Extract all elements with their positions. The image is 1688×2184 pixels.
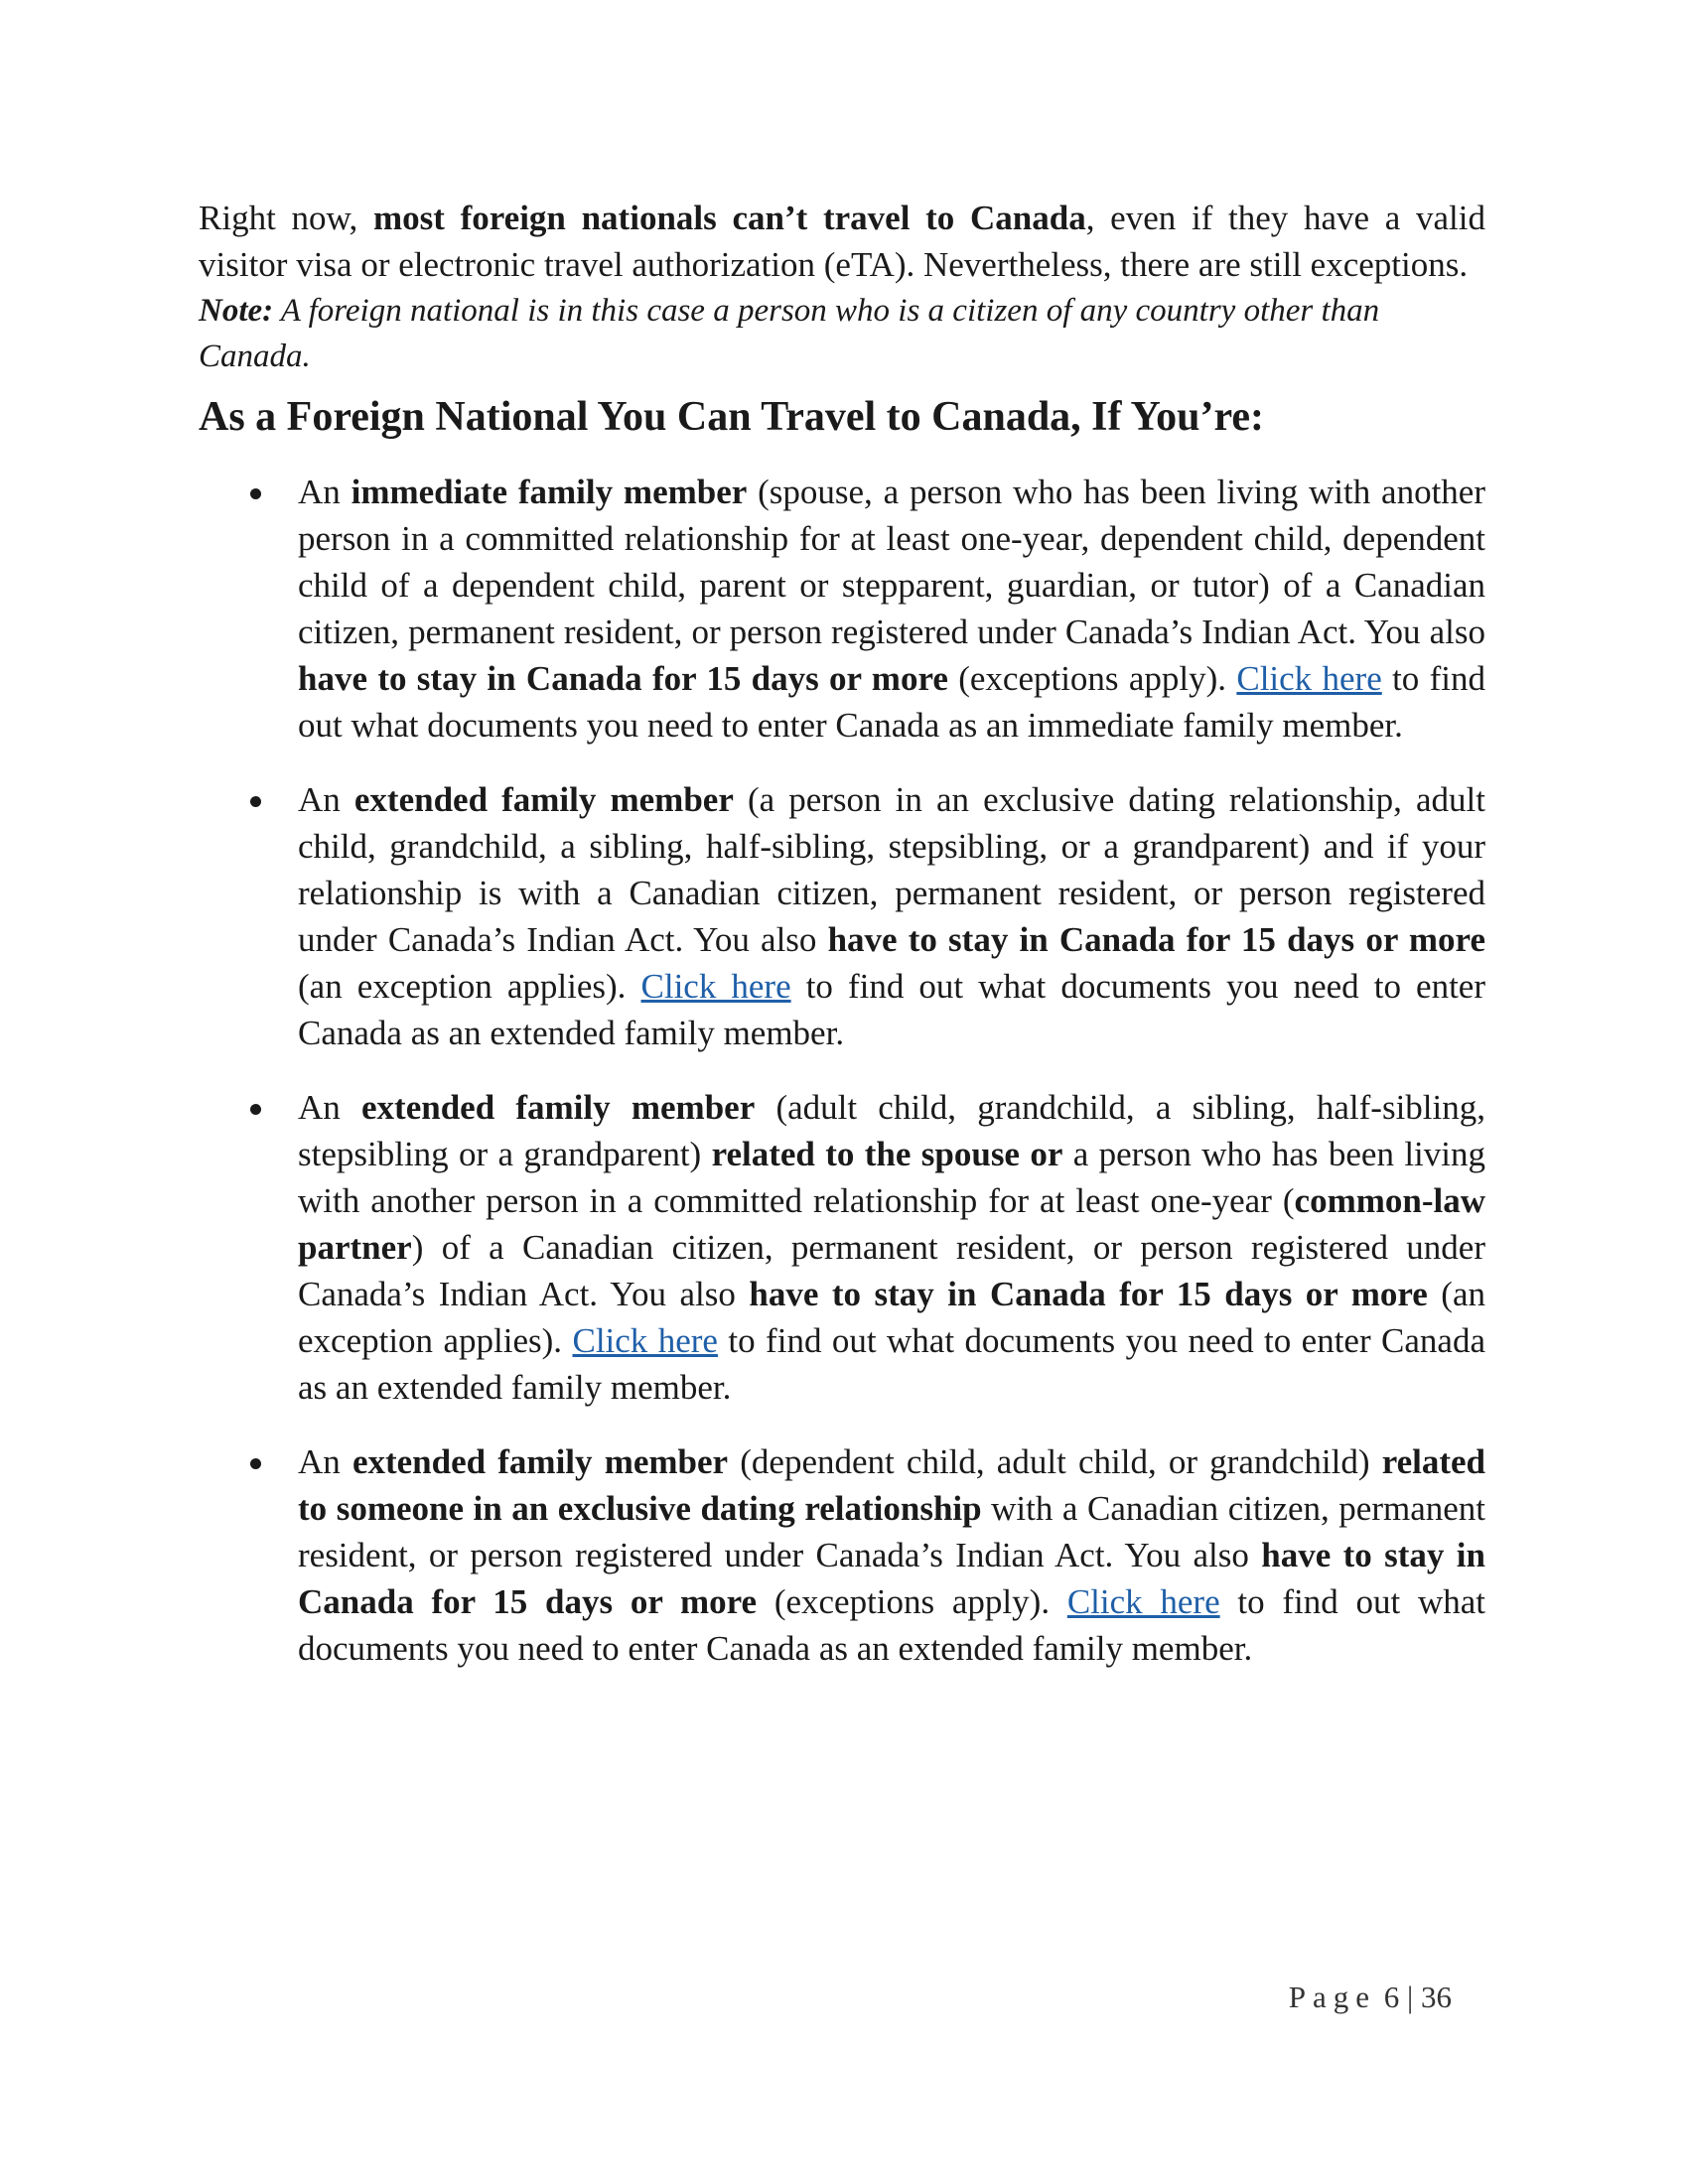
text: (an exception applies). (298, 967, 641, 1006)
bold-text: have to stay in Canada for 15 days or more (827, 920, 1485, 959)
list-item (199, 1084, 1485, 1411)
page-separator: | (1407, 1979, 1414, 2014)
text: ) of a Canadian citizen, permanent resident, or person registered under Canada’s Indian Act. You also (298, 1228, 1485, 1313)
note-label: Note: (199, 293, 274, 329)
text: to find out what documents you need to enter Canada as an extended family member. (298, 1321, 1485, 1407)
note-paragraph (199, 288, 1485, 379)
bullet-icon (250, 1104, 261, 1115)
text: (exceptions apply). (947, 659, 1237, 698)
text: (an exception applies). (298, 1275, 1485, 1360)
list-item-text (298, 1438, 1485, 1672)
click-here-link[interactable]: Click here (1066, 1582, 1220, 1621)
page-footer (1289, 1978, 1452, 2017)
bold-text: common-law partner (298, 1181, 1485, 1267)
intro-paragraph (199, 195, 1485, 288)
text: An (298, 473, 352, 511)
bullet-icon (250, 796, 261, 807)
bold-text: have to stay in Canada for 15 days or more (749, 1275, 1428, 1313)
list-item-text (298, 469, 1485, 749)
text: with a Canadian citizen, permanent resident, or person registered under Canada’s Indian Act. You also (298, 1489, 1485, 1574)
text: to find out what documents you need to enter Canada as an extended family member. (298, 967, 1485, 1052)
bold-text: related to the spouse or (711, 1135, 1063, 1173)
bold-text: immediate family member (351, 473, 748, 511)
text: An (298, 780, 354, 819)
click-here-link[interactable]: Click here (640, 967, 791, 1006)
text: (exceptions apply). (757, 1582, 1067, 1621)
bold-text: have to stay in Canada for 15 days or more (298, 1536, 1485, 1621)
section-heading: As a Foreign National You Can Travel to Canada, If You’re: (199, 394, 1264, 440)
note-text: A foreign national is in this case a person who is a citizen of any country other than Canada. (199, 293, 1380, 374)
eligibility-list (199, 469, 1485, 1672)
text: An (298, 1088, 361, 1127)
text: (a person in an exclusive dating relationship, adult child, grandchild, a sibling, half-sibling, stepsibling, or a grandparent) and if your relationship is with a Canadian citizen, permanent resident, or person registered under Canada’s Indian Act. You also (298, 780, 1485, 959)
intro-text: , even if they have a valid visitor visa or electronic travel authorization (eTA). Nevertheless, there are still exceptions. (199, 199, 1485, 284)
click-here-link[interactable]: Click here (1236, 659, 1382, 698)
bold-text: have to stay in Canada for 15 days or more (298, 659, 948, 698)
list-item (199, 776, 1485, 1056)
text: (dependent child, adult child, or grandchild) (728, 1442, 1382, 1481)
bullet-icon (250, 488, 261, 499)
bold-text: extended family member (352, 1442, 729, 1481)
text: to find out what documents you need to enter Canada as an extended family member. (298, 1582, 1485, 1668)
click-here-link[interactable]: Click here (572, 1321, 718, 1360)
text: (adult child, grandchild, a sibling, half-sibling, stepsibling or a grandparent) (298, 1088, 1486, 1173)
list-item (199, 1438, 1485, 1672)
intro-text: Right now, (199, 199, 373, 237)
text: to find out what documents you need to enter Canada as an immediate family member. (298, 659, 1486, 745)
page-content (199, 195, 1485, 1700)
bold-text: extended family member (361, 1088, 756, 1127)
bullet-icon (250, 1458, 261, 1469)
text: An (298, 1442, 352, 1481)
page-label: Page (1288, 1979, 1377, 2014)
intro-bold-text: most foreign nationals can’t travel to Canada (372, 199, 1086, 237)
page-number: 6 (1383, 1979, 1400, 2014)
bold-text: extended family member (353, 780, 734, 819)
page-total: 36 (1421, 1979, 1452, 2014)
bold-text: related to someone in an exclusive dating relationship (298, 1442, 1486, 1528)
text: (spouse, a person who has been living with another person in a committed relationship for at least one-year, dependent child, dependent child of a dependent child, parent or stepparent, guardian, or tutor) of a Canadian citizen, permanent resident, or person registered under Canada’s Indian Act. You also (298, 473, 1485, 651)
text: a person who has been living with another person in a committed relationship for at least one-year ( (298, 1135, 1485, 1220)
list-item (199, 469, 1485, 749)
list-item-text (298, 776, 1485, 1056)
list-item-text (298, 1084, 1485, 1411)
